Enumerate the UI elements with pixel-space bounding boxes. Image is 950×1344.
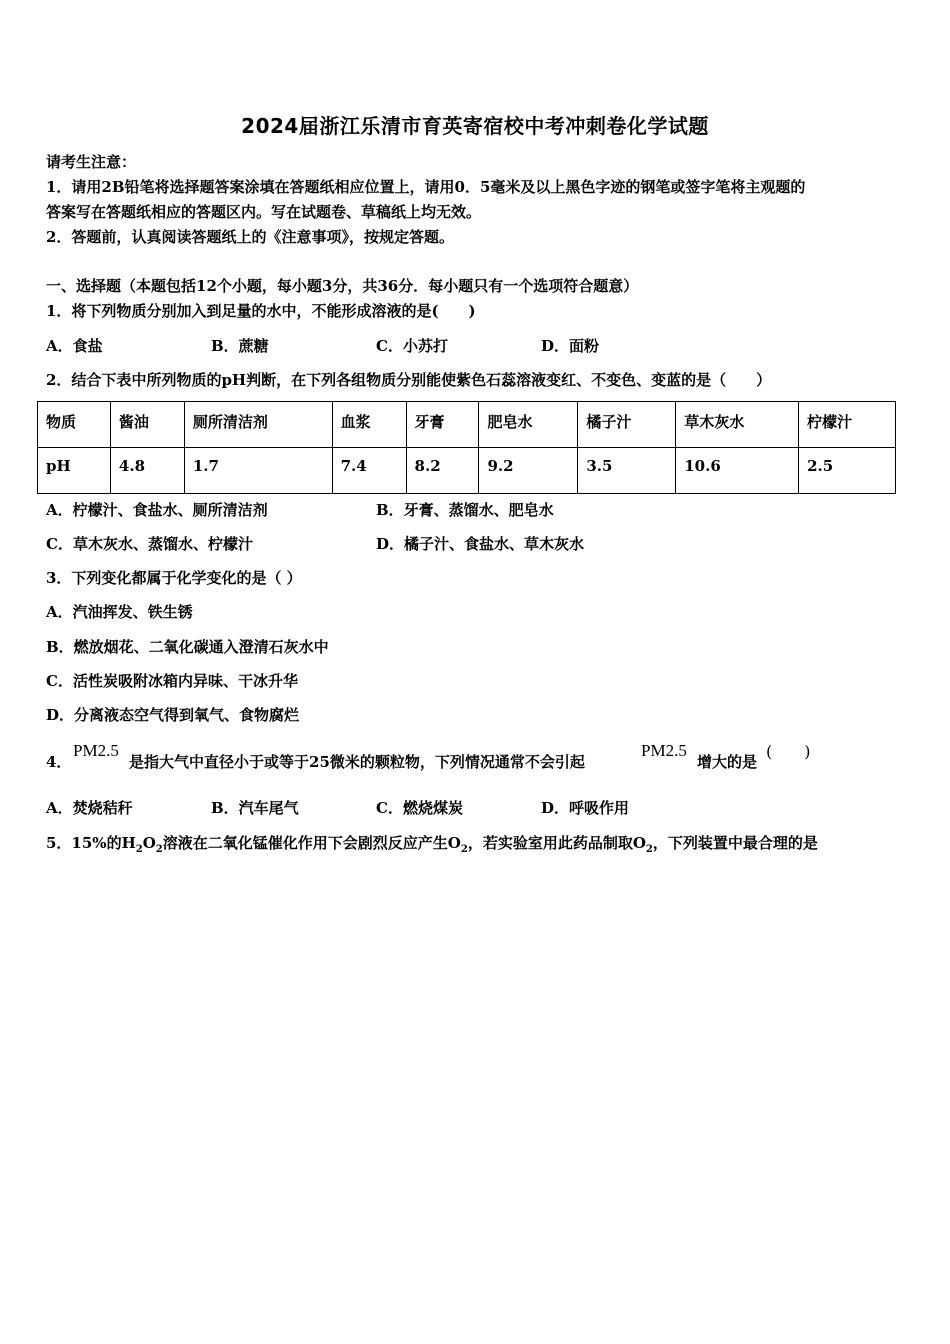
table-cell: 橘子汁 — [578, 402, 676, 448]
question-4-number: 4． — [46, 753, 72, 771]
q2-option-c: C．草木灰水、蒸馏水、柠檬汁 — [46, 535, 253, 553]
table-cell: 物质 — [38, 402, 111, 448]
notice-item-2: 2．答题前，认真阅读答题纸上的《注意事项》，按规定答题。 — [46, 228, 454, 246]
q2-option-d: D．橘子汁、食盐水、草木灰水 — [376, 535, 585, 553]
table-cell: 4.8 — [110, 448, 184, 494]
q1-option-a: A．食盐 — [46, 337, 103, 355]
question-5-stem: 5．15%的$H_2O_2$溶液在二氧化锰催化作用下会剧烈反应产生$O_2$，若实验室用此药品制取$O_2$，下列装置中最合理的是 — [46, 834, 818, 855]
answer-blank: ( ) — [766, 742, 811, 761]
question-1-stem: 1．将下列物质分别加入到足量的水中，不能形成溶液的是( ) — [46, 302, 476, 320]
table-cell: 柠檬汁 — [799, 402, 896, 448]
q3-option-d: D．分离液态空气得到氧气、食物腐烂 — [46, 706, 300, 724]
table-cell: 10.6 — [676, 448, 799, 494]
table-cell: 草木灰水 — [676, 402, 799, 448]
table-cell: 8.2 — [406, 448, 479, 494]
notice-item-1-line-1: 1．请用2B铅笔将选择题答案涂填在答题纸相应位置上，请用0．5毫米及以上黑色字迹的钢笔或签字笔将主观题的 — [46, 178, 806, 196]
q1-option-c: C．小苏打 — [376, 337, 448, 355]
table-cell: pH — [38, 448, 111, 494]
q4-option-c: C．燃烧煤炭 — [376, 799, 463, 817]
ph-table-value-row — [38, 448, 896, 494]
table-cell: 肥皂水 — [479, 402, 578, 448]
table-cell: 酱油 — [110, 402, 184, 448]
q4-option-d: D．呼吸作用 — [541, 799, 630, 817]
question-2-stem: 2．结合下表中所列物质的pH判断，在下列各组物质分别能使紫色石蕊溶液变红、不变色、变蓝的是（ ） — [46, 371, 772, 389]
table-cell: 厕所清洁剂 — [184, 402, 332, 448]
q1-option-b: B．蔗糖 — [211, 337, 269, 355]
q4-option-a: A．焚烧秸秆 — [46, 799, 133, 817]
page-title: 2024届浙江乐清市育英寄宿校中考冲刺卷化学试题 — [241, 114, 709, 138]
question-4-text-2: 增大的是 — [697, 753, 758, 771]
pm25-term-1: PM2.5 — [73, 741, 119, 760]
table-cell: 3.5 — [578, 448, 676, 494]
table-cell: 牙膏 — [406, 402, 479, 448]
table-cell: 1.7 — [184, 448, 332, 494]
q3-option-c: C．活性炭吸附冰箱内异味、干冰升华 — [46, 672, 298, 690]
ph-table-header-row — [38, 402, 896, 448]
q3-option-b: B．燃放烟花、二氧化碳通入澄清石灰水中 — [46, 638, 329, 656]
notice-item-1-line-2: 答案写在答题纸相应的答题区内。写在试题卷、草稿纸上均无效。 — [46, 203, 482, 221]
table-cell: 9.2 — [479, 448, 578, 494]
q3-option-a: A．汽油挥发、铁生锈 — [46, 603, 193, 621]
q2-option-b: B．牙膏、蒸馏水、肥皂水 — [376, 501, 554, 519]
q2-option-a: A．柠檬汁、食盐水、厕所清洁剂 — [46, 501, 268, 519]
section-heading: 一、选择题（本题包括12个小题，每小题3分，共36分．每小题只有一个选项符合题意） — [46, 277, 639, 295]
ph-table — [37, 401, 896, 494]
table-cell: 7.4 — [332, 448, 406, 494]
q1-option-d: D．面粉 — [541, 337, 600, 355]
q4-option-b: B．汽车尾气 — [211, 799, 299, 817]
notice-heading: 请考生注意： — [46, 153, 137, 171]
table-cell: 血浆 — [332, 402, 406, 448]
question-3-stem: 3．下列变化都属于化学变化的是（ ） — [46, 569, 302, 587]
table-cell: 2.5 — [799, 448, 896, 494]
question-4-text-1: 是指大气中直径小于或等于25微米的颗粒物，下列情况通常不会引起 — [129, 753, 585, 771]
pm25-term-2: PM2.5 — [641, 741, 687, 760]
